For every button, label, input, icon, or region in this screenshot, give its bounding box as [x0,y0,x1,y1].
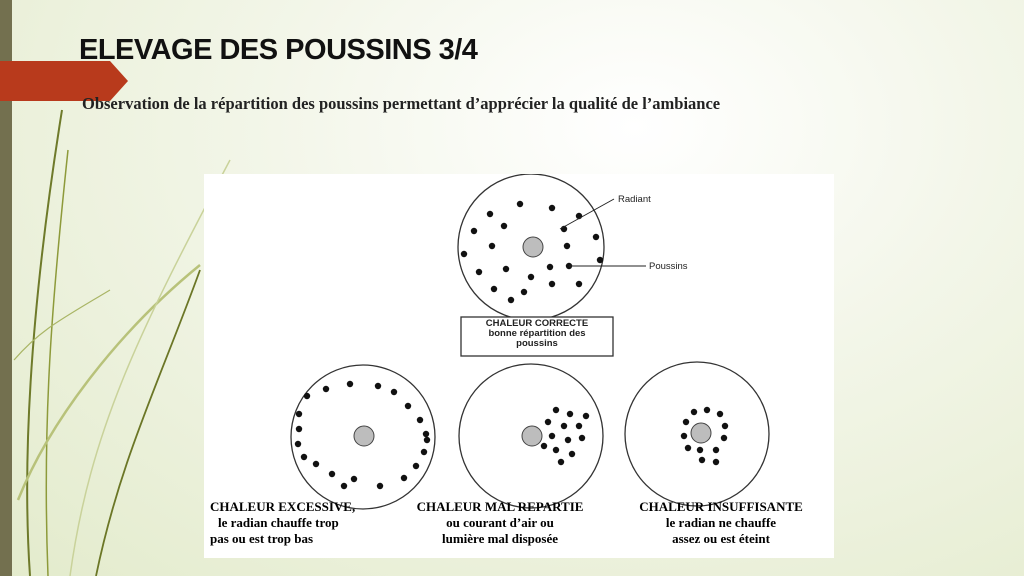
legend-poussins-label: Poussins [649,261,688,272]
caption-mal-repartie [410,499,590,547]
chick-distribution-figure [204,174,834,558]
caption-excessive [210,499,355,547]
caption-insuffisante-line1: CHALEUR INSUFFISANTE [639,499,803,514]
caption-mal-repartie-line1: CHALEUR MAL REPARTIE [416,499,584,514]
slide-title: ELEVAGE DES POUSSINS 3/4 [79,34,478,66]
caption-excessive-line2: le radian chauffe trop [218,515,339,530]
caption-excessive-line1: CHALEUR EXCESSIVE, [210,499,356,514]
legend-radiant-label: Radiant [618,194,651,205]
slide-subtitle: Observation de la répartition des poussins permettant d’apprécier la qualité de l’ambiance [82,94,721,113]
caption-mal-repartie-line3: lumière mal disposée [441,531,559,546]
excessive-heat-diagram [291,365,435,509]
caption-insuffisante-line2: le radian ne chauffe [665,515,777,530]
caption-insuffisante [626,499,816,547]
caption-mal-repartie-line2: ou courant d’air ou [446,515,554,530]
correct-heat-line2: bonne répartition des [488,328,586,339]
caption-insuffisante-line3: assez ou est éteint [672,531,770,546]
uneven-heat-diagram [459,364,603,508]
insufficient-heat-diagram [625,362,769,506]
correct-heat-line1: CHALEUR CORRECTE [485,318,589,329]
caption-excessive-line3: pas ou est trop bas [210,531,314,546]
correct-heat-label [462,319,612,349]
correct-heat-line3: poussins [516,338,558,349]
